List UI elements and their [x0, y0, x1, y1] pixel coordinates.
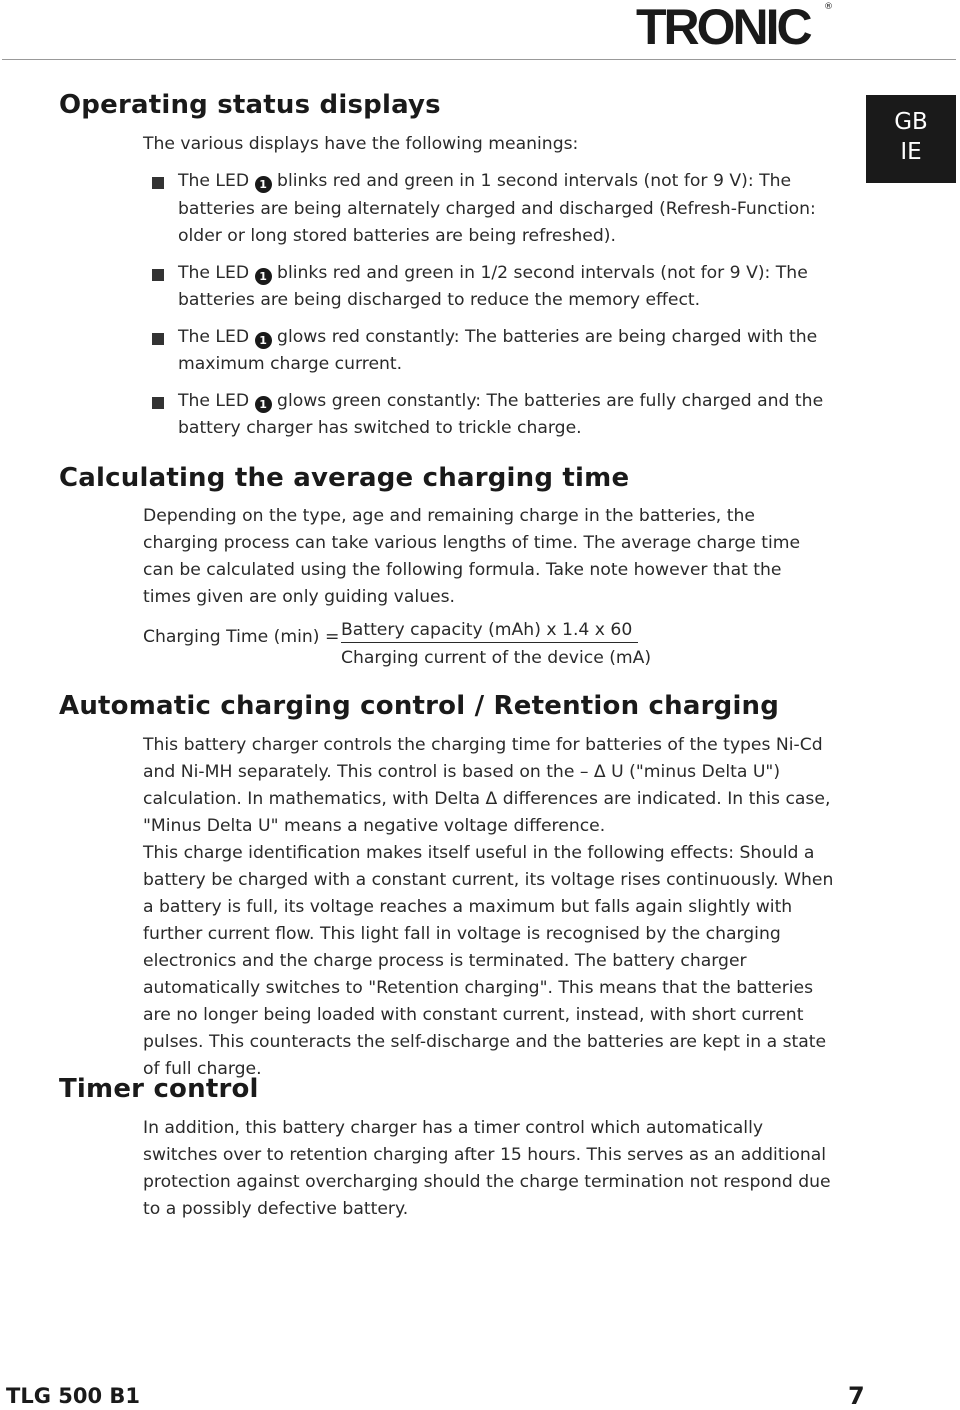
list-item	[152, 168, 842, 251]
automatic-body-1: This battery charger controls the charging time for batteries of the types Ni-Cd and Ni-MH separately. This control is based on the – Δ U ("minus Delta U") calculation. In mathematics, with Delta Δ differences are indicated. In this case, "Minus Delta U" means a negative voltage difference.	[143, 735, 831, 836]
header-divider	[2, 59, 956, 60]
led-label: The LED	[178, 262, 250, 283]
bullet-square-icon	[152, 177, 164, 189]
bullet-square-icon	[152, 397, 164, 409]
bullet-text: blinks red and green in 1/2 second intervals (not for 9 V): The batteries are being discharged to reduce the memory effect.	[178, 262, 808, 310]
footer-model-number: TLG 500 B1	[6, 1384, 141, 1408]
reference-number-icon: 1	[255, 176, 272, 193]
bullet-text: glows green constantly: The batteries are fully charged and the battery charger has switched to trickle charge.	[178, 390, 824, 438]
heading-calculating: Calculating the average charging time	[59, 463, 630, 493]
lang-code-gb: GB	[894, 109, 928, 135]
calculating-body: Depending on the type, age and remaining charge in the batteries, the charging process can take various lengths of time. The average charge time can be calculated using the following formula. Take note however that the times given are only guiding values.	[143, 506, 801, 607]
heading-automatic-charging: Automatic charging control / Retention charging	[59, 691, 780, 721]
registered-mark: ®	[824, 2, 833, 12]
operating-intro: The various displays have the following meanings:	[143, 134, 579, 154]
formula-label: Charging Time (min) =	[143, 627, 340, 647]
lang-code-ie: IE	[900, 139, 922, 165]
language-tab	[866, 95, 956, 183]
reference-number-icon: 1	[255, 396, 272, 413]
list-item	[152, 324, 842, 379]
heading-timer-control: Timer control	[59, 1074, 259, 1104]
formula-numerator: Battery capacity (mAh) x 1.4 x 60	[341, 618, 638, 643]
reference-number-icon: 1	[255, 332, 272, 349]
bullet-text: glows red constantly: The batteries are being charged with the maximum charge current.	[178, 326, 818, 374]
bullet-square-icon	[152, 269, 164, 281]
page-number: 7	[848, 1382, 865, 1410]
formula-denominator: Charging current of the device (mA)	[341, 648, 652, 668]
bullet-text: blinks red and green in 1 second intervals (not for 9 V): The batteries are being alternately charged and discharged (Refresh-Function: older or long stored batteries are being refreshed).	[178, 171, 816, 246]
list-item	[152, 260, 842, 315]
brand-logo: TRONIC	[636, 0, 810, 55]
timer-body: In addition, this battery charger has a timer control which automatically switches over to retention charging after 15 hours. This serves as an additional protection against overcharging should the charge termination not respond due to a possibly defective battery.	[143, 1118, 831, 1219]
led-label: The LED	[178, 326, 250, 347]
list-item	[152, 388, 842, 443]
reference-number-icon: 1	[255, 268, 272, 285]
led-label: The LED	[178, 390, 250, 411]
automatic-body-2: This charge identification makes itself useful in the following effects: Should a battery be charged with a constant current, its voltage rises continuously. When a battery is full, its voltage reaches a maximum but falls again slightly with further current flow. This light fall in voltage is recognised by the charging electronics and the charge process is terminated. The battery charger automatically switches to "Retention charging". This means that the batteries are no longer being loaded with constant current, instead, with short current pulses. This counteracts the self-discharge and the batteries are kept in a state of full charge.	[143, 843, 834, 1079]
led-label: The LED	[178, 171, 250, 191]
status-list	[152, 168, 842, 452]
formula-fraction	[341, 618, 651, 673]
heading-operating-status: Operating status displays	[59, 90, 441, 120]
bullet-square-icon	[152, 333, 164, 345]
